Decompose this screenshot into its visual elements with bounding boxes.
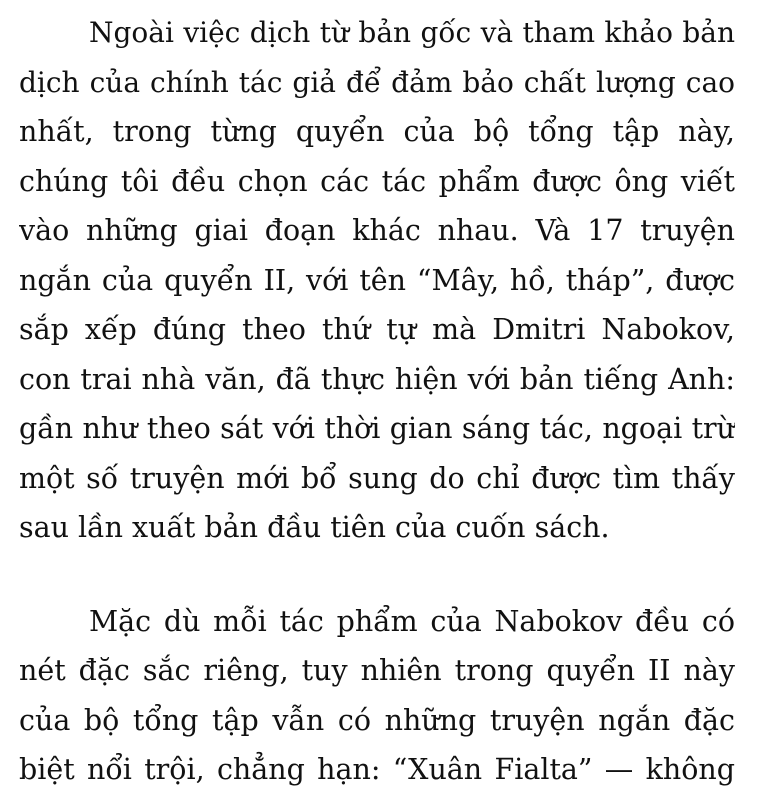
text-line: chúng tôi đều chọn các tác phẩm được ông viết [19,164,735,198]
paragraph-2 [19,597,735,795]
text-line: vào những giai đoạn khác nhau. Và 17 truyện [19,214,735,247]
text-line: dịch của chính tác giả để đảm bảo chất lượng cao [19,65,735,99]
text-line: sắp xếp đúng theo thứ tự mà Dmitri Nabokov, [19,313,735,346]
text-line: con trai nhà văn, đã thực hiện với bản tiếng Anh: [19,362,735,396]
text-line: nét đặc sắc riêng, tuy nhiên trong quyển II này [19,654,735,687]
text-line: của bộ tổng tập vẫn có những truyện ngắn đặc [19,703,735,737]
text-line: Mặc dù mỗi tác phẩm của Nabokov đều có [89,604,735,638]
text-line: nhất, trong từng quyển của bộ tổng tập này, [19,115,735,148]
text-line: gần như theo sát với thời gian sáng tác, ngoại trừ [19,412,735,445]
document-page [19,8,735,795]
text-line: Ngoài việc dịch từ bản gốc và tham khảo bản [89,16,735,49]
paragraph-1 [19,8,735,553]
text-line: ngắn của quyển II, với tên “Mây, hồ, tháp”, được [19,263,735,297]
paragraph-gap [19,553,735,597]
text-line: biệt nổi trội, chẳng hạn: “Xuân Fialta” — không [19,753,735,786]
text-line: một số truyện mới bổ sung do chỉ được tìm thấy [19,461,735,495]
text-line: sau lần xuất bản đầu tiên của cuốn sách. [19,511,610,544]
